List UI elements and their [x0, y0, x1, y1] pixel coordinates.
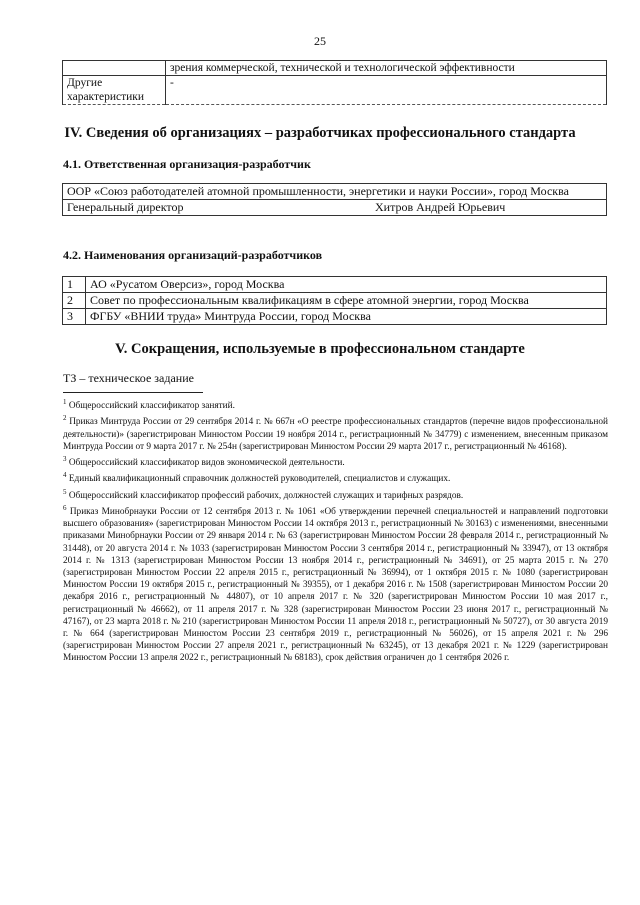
developer-number: 1 [63, 277, 86, 293]
section-4-2-heading: 4.2. Наименования организаций-разработчиков [63, 248, 323, 262]
section-v-heading: V. Сокращения, используемые в профессиональном стандарте [115, 341, 525, 357]
footnote-mark: 2 [63, 414, 67, 423]
section-4-1-heading: 4.1. Ответственная организация-разработчик [63, 157, 311, 171]
table-row [63, 309, 607, 325]
director-name: Хитров Андрей Юрьевич [375, 200, 506, 214]
table-row [63, 184, 607, 200]
abbreviation-entry: ТЗ – техническое задание [63, 371, 194, 385]
other-characteristics-value: - [166, 76, 607, 105]
table-row [63, 293, 607, 309]
table-row [63, 61, 607, 76]
footnote-text: Общероссийский классификатор видов экономической деятельности. [68, 458, 345, 469]
table-cell-empty [63, 61, 166, 76]
table-row [63, 76, 607, 105]
footnote-separator [63, 392, 203, 393]
director-position: Генеральный директор [67, 200, 184, 214]
developer-number: 2 [63, 293, 86, 309]
table-row [63, 200, 607, 216]
footnotes [63, 396, 608, 665]
footnote [63, 469, 608, 485]
footnote-text: Единый квалификационный справочник должностей руководителей, специалистов и служащих. [68, 474, 451, 485]
other-characteristics-label: Другие характеристики [63, 76, 166, 105]
footnote-mark: 4 [63, 471, 67, 480]
developer-name: ФГБУ «ВНИИ труда» Минтруда России, город Москва [86, 309, 607, 325]
table-row [63, 277, 607, 293]
developer-number: 3 [63, 309, 86, 325]
footnote [63, 453, 608, 469]
footnote-mark: 6 [63, 503, 67, 512]
developer-name: АО «Русатом Оверсиз», город Москва [86, 277, 607, 293]
characteristics-table [62, 60, 607, 105]
footnote [63, 396, 608, 412]
footnote-mark: 1 [63, 398, 67, 406]
footnote-text: Приказ Минтруда России от 29 сентября 2014 г. № 667н «О реестре профессиональных стандартов (перечне видов профессиональной деятельности)» (зарегистрирован Минюстом России 19 ноября 2014 г., регистрационный № 34779) с изменением, внесенным приказом Минтруда России от 9 марта 2017 г. № 254н (зарегистрирован Минюстом России 29 марта 2017 г., регистрационный № 46168). [63, 417, 609, 452]
footnote [63, 486, 608, 502]
footnote-text: Общероссийский классификатор занятий. [68, 401, 235, 412]
footnote-mark: 3 [63, 455, 67, 463]
org-name: ООР «Союз работодателей атомной промышленности, энергетики и науки России», город Москва [63, 184, 607, 200]
footnote-mark: 5 [63, 487, 67, 496]
footnote [63, 412, 608, 453]
footnote-text: Общероссийский классификатор профессий рабочих, должностей служащих и тарифных разрядов. [68, 490, 464, 501]
footnote [63, 502, 608, 665]
developers-table [62, 276, 607, 325]
developer-name: Совет по профессиональным квалификациям в сфере атомной энергии, город Москва [86, 293, 607, 309]
page-number: 25 [314, 34, 326, 48]
section-iv-heading: IV. Сведения об организациях – разработчиках профессионального стандарта [64, 125, 576, 141]
footnote-text: Приказ Минобрнауки России от 12 сентября 2013 г. № 1061 «Об утверждении перечней специальностей и направлений подготовки высшего образования» (зарегистрирован Минюстом России 14 октября 2013 г., регистрационный № 30163) с изменениями, внесенными приказами Минобрнауки России от 29 января 2014 г. № 63 (зарегистрирован Минюстом России 28 февраля 2014 г., регистрационный № 31448), от 20 августа 2014 г. № 1033 (зарегистрирован Минюстом России 3 сентября 2014 г., регистрационный № 33947), от 13 октября 2014 г. № 1313 (зарегистрирован Минюстом России 13 ноября 2014 г., регистрационный № 34691), от 25 марта 2015 г. № 270 (зарегистрирован Минюстом России 22 апреля 2015 г., регистрационный № 36994), от 1 октября 2015 г. № 1080 (зарегистрирован Минюстом России 19 октября 2015 г., регистрационный № 39355), от 1 декабря 2016 г. № 1508 (зарегистрирован Минюстом России 20 декабря 2016 г., регистрационный № 44807), от 10 апреля 2017 г. № 320 (зарегистрирован Минюстом России 10 мая 2017 г., регистрационный № 46662), от 11 апреля 2017 г. № 328 (зарегистрирован Минюстом России 23 июня 2017 г., регистрационный № 47167), от 23 марта 2018 г. № 210 (зарегистрирован Минюстом России 11 апреля 2018 г., регистрационный № 50727), от 30 августа 2019 г. № 664 (зарегистрирован Минюстом России 23 сентября 2019 г., регистрационный № 56026), от 15 апреля 2021 г. № 296 (зарегистрирован Минюстом России 27 апреля 2021 г., регистрационный № 63245), от 13 декабря 2021 г. № 1229 (зарегистрирован Минюстом России 13 апреля 2022 г., регистрационный № 68183), срок действия ограничен до 1 сентября 2026 г. [63, 506, 608, 664]
table-cell: зрения коммерческой, технической и технологической эффективности [166, 61, 607, 76]
director-cell [63, 200, 607, 216]
responsible-org-table [62, 183, 607, 216]
